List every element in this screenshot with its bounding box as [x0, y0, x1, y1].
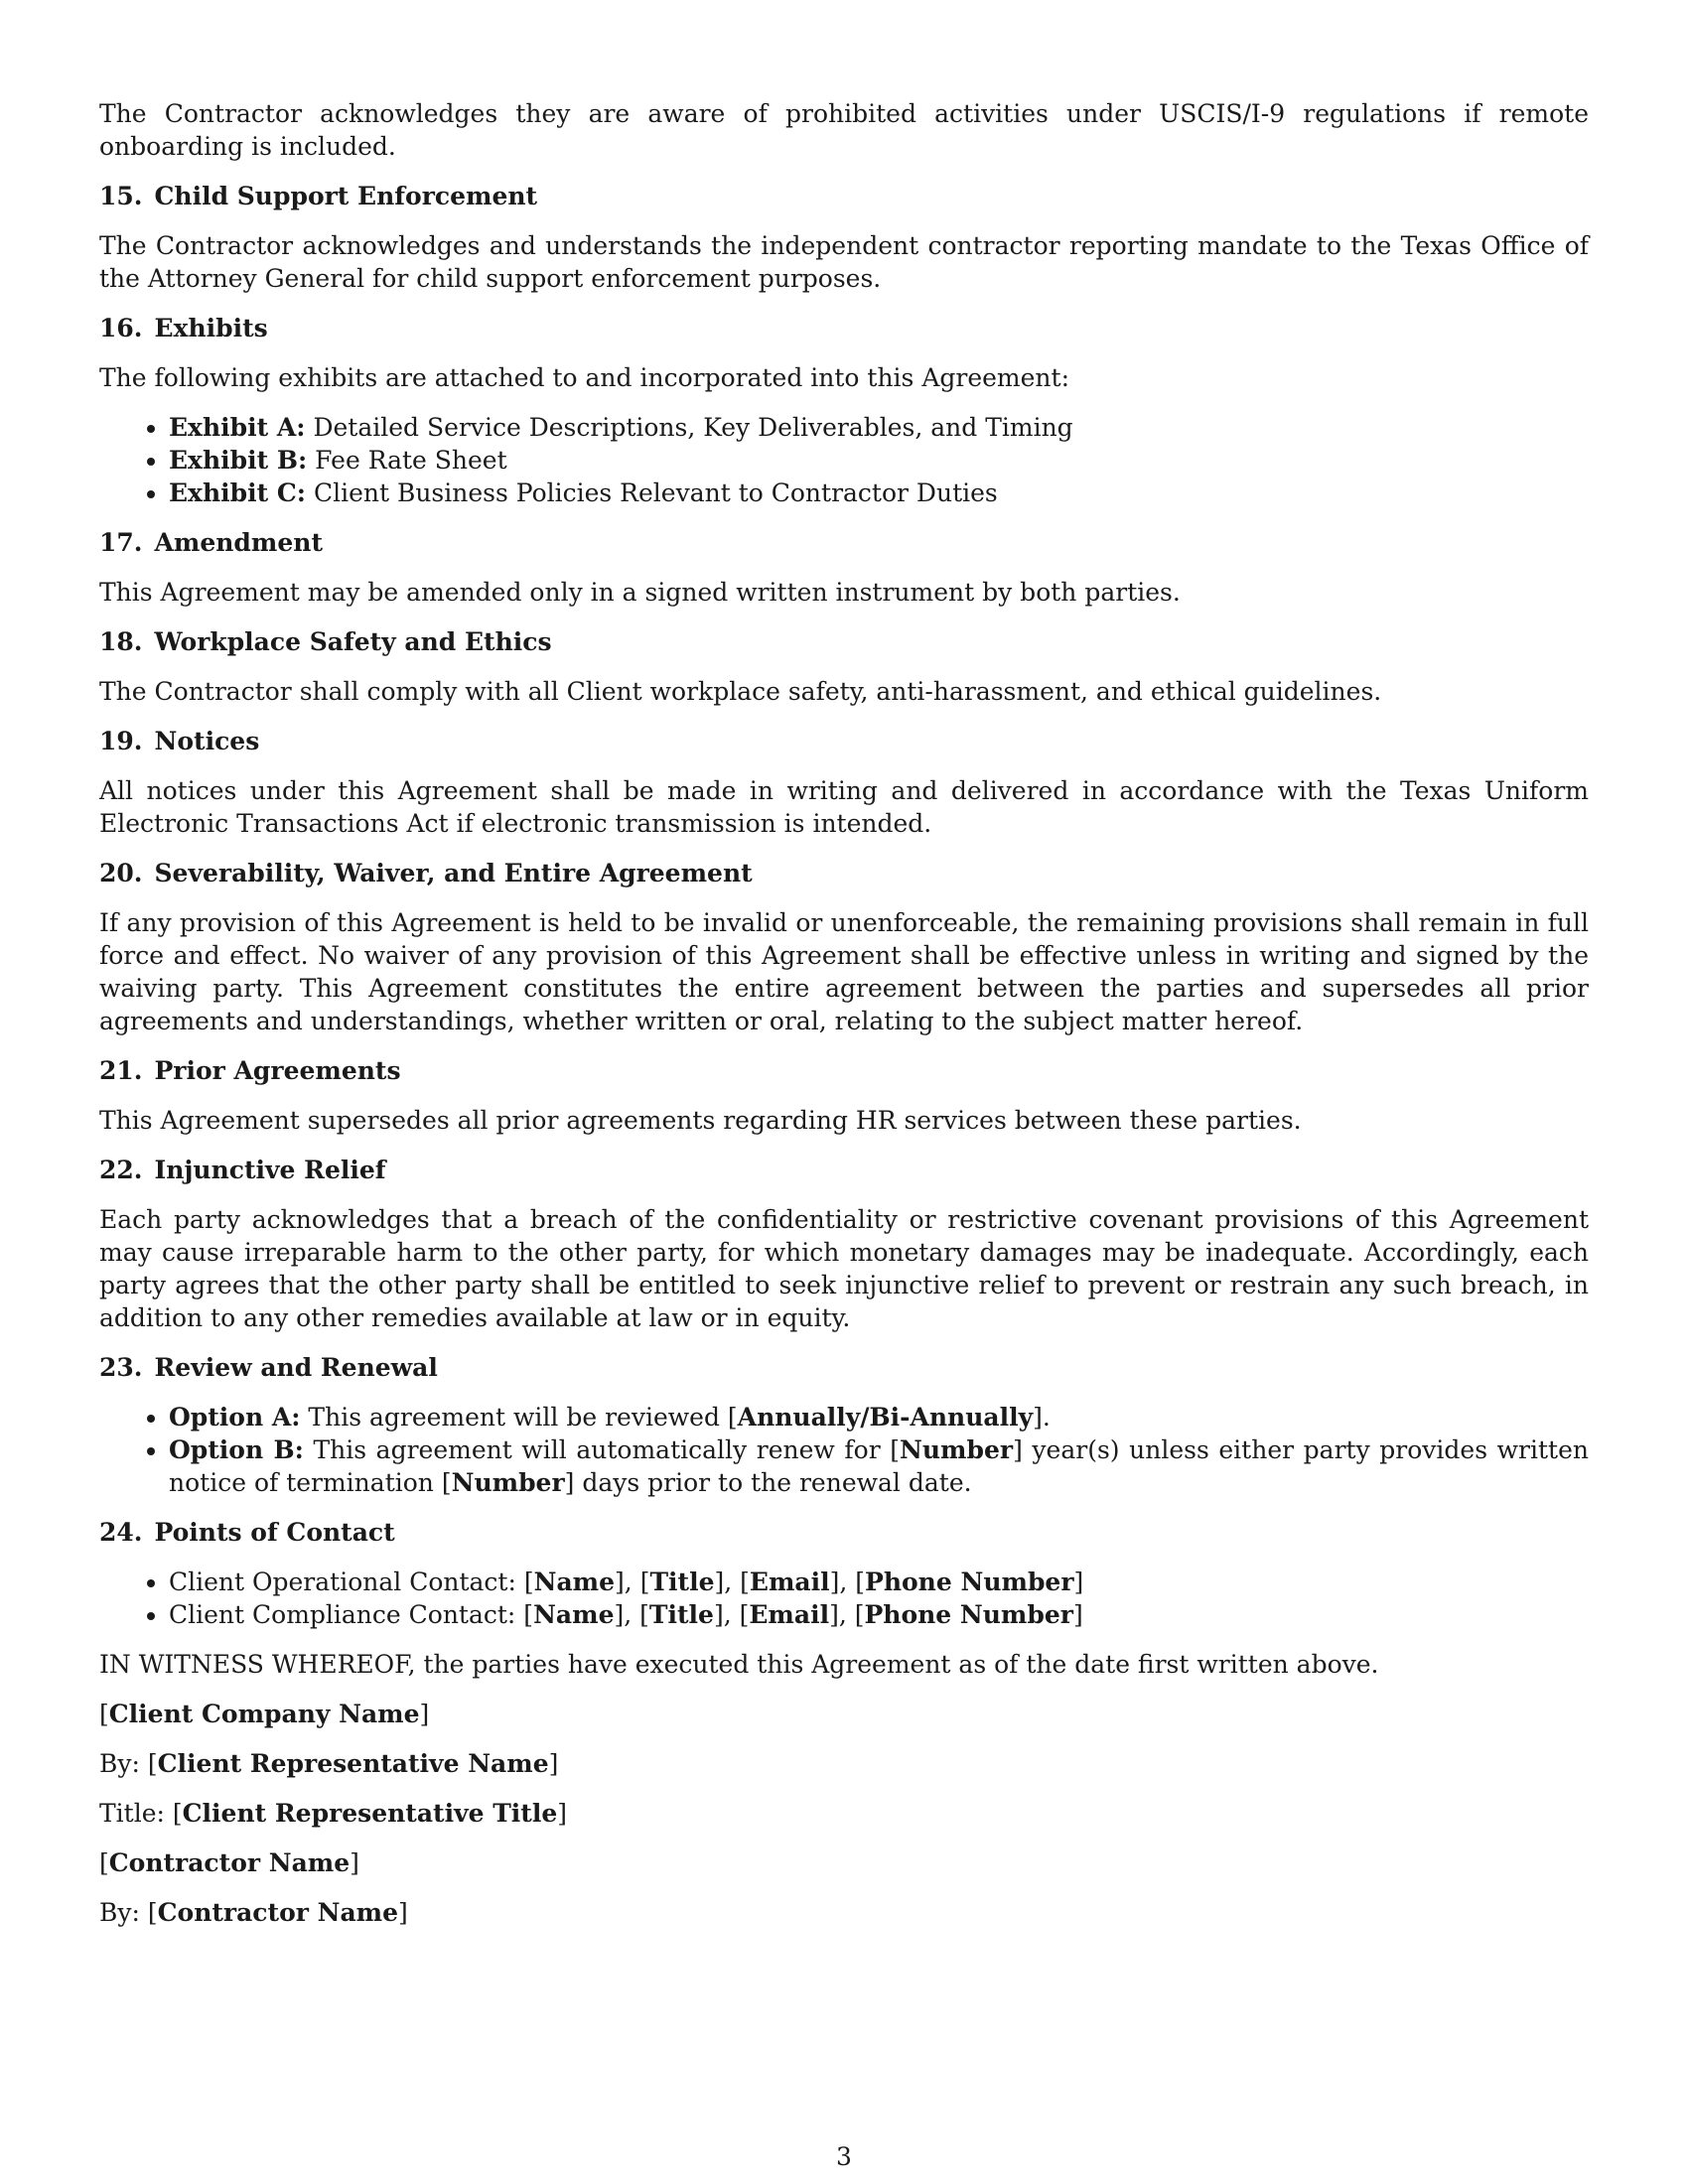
placeholder-field: Client Representative Title — [182, 1799, 558, 1828]
section-number: 16. — [99, 314, 143, 342]
placeholder-field: Contractor Name — [108, 1848, 351, 1877]
section-title: Severability, Waiver, and Entire Agreement — [154, 859, 753, 887]
section-17-body: This Agreement may be amended only in a signed written instrument by both parties. — [99, 578, 1181, 607]
section-19-body: All notices under this Agreement shall be made in writing and delivered in accordance with the Texas Uniform Electronic Transactions Act if electronic transmission is intended. — [99, 776, 1589, 838]
exhibit-list — [99, 411, 1589, 509]
placeholder-field: Phone Number — [864, 1600, 1073, 1629]
signature-contractor-name: [Contractor Name] — [99, 1848, 359, 1877]
placeholder-field: Contractor Name — [157, 1898, 399, 1927]
section-21-heading — [99, 1054, 1589, 1087]
section-number: 21. — [99, 1056, 143, 1085]
section-number: 19. — [99, 727, 143, 755]
section-number: 24. — [99, 1518, 143, 1547]
page-number: 3 — [836, 2142, 852, 2171]
placeholder-field: Annually/Bi-Annually — [737, 1403, 1034, 1432]
signature-label: By: — [99, 1898, 148, 1927]
section-22-heading — [99, 1154, 1589, 1186]
section-16-body: The following exhibits are attached to and incorporated into this Agreement: — [99, 363, 1070, 392]
list-item: • Client Compliance Contact: [Name], [Title], [Email], [Phone Number] — [169, 1598, 1589, 1631]
section-22-body: Each party acknowledges that a breach of the confidentiality or restrictive covenant provisions of this Agreement may cause irreparable harm to the other party, for which monetary damages may be inadequate. Accordingly, each party agrees that the other party shall be entitled to seek injunctive relief to prevent or restrain any such breach, in addition to any other remedies available at law or in equity. — [99, 1205, 1589, 1332]
list-item — [169, 444, 1589, 477]
section-19-heading — [99, 725, 1589, 757]
placeholder-field: Name — [533, 1568, 616, 1596]
section-21-body: This Agreement supersedes all prior agreements regarding HR services between these parties. — [99, 1106, 1302, 1135]
placeholder-field: Client Company Name — [108, 1700, 420, 1728]
section-16-heading — [99, 312, 1589, 344]
placeholder-field: Email — [749, 1568, 830, 1596]
section-number: 17. — [99, 528, 143, 557]
list-item — [169, 1433, 1589, 1499]
list-item: • Client Operational Contact: [Name], [Title], [Email], [Phone Number] — [169, 1566, 1589, 1598]
signature-client-title: Title: [Client Representative Title] — [99, 1799, 568, 1828]
placeholder-field: Number — [451, 1468, 565, 1497]
exhibit-label: Exhibit B: — [169, 446, 308, 475]
section-title: Amendment — [154, 528, 323, 557]
section-18-body: The Contractor shall comply with all Client workplace safety, anti-harassment, and ethical guidelines. — [99, 677, 1382, 706]
placeholder-field: Title — [649, 1568, 715, 1596]
witness-statement: IN WITNESS WHEREOF, the parties have executed this Agreement as of the date first written above. — [99, 1650, 1379, 1679]
option-label: Option B: — [169, 1435, 304, 1464]
list-item — [169, 477, 1589, 509]
placeholder-field: Name — [533, 1600, 615, 1629]
exhibit-label: Exhibit A: — [169, 413, 306, 442]
option-text: This agreement will be reviewed [ — [300, 1403, 738, 1432]
section-title: Review and Renewal — [154, 1353, 438, 1382]
signature-client-by: By: [Client Representative Name] — [99, 1749, 559, 1778]
document-body — [99, 97, 1589, 1946]
section-title: Injunctive Relief — [154, 1156, 386, 1184]
section-number: 23. — [99, 1353, 143, 1382]
intro-paragraph: The Contractor acknowledges they are aware of prohibited activities under USCIS/I-9 regulations if remote onboarding is included. — [99, 99, 1589, 161]
renewal-options-list — [99, 1401, 1589, 1499]
section-title: Notices — [154, 727, 260, 755]
section-18-heading — [99, 625, 1589, 658]
contact-label: Client Compliance Contact: — [169, 1600, 524, 1629]
section-title: Exhibits — [154, 314, 268, 342]
exhibit-text: Fee Rate Sheet — [307, 446, 507, 475]
placeholder-field: Email — [749, 1600, 830, 1629]
list-item — [169, 1401, 1589, 1433]
section-number: 20. — [99, 859, 143, 887]
option-text: ] days prior to the renewal date. — [564, 1468, 972, 1497]
list-item — [169, 411, 1589, 444]
signature-contractor-by: By: [Contractor Name] — [99, 1898, 408, 1927]
contact-label: Client Operational Contact: — [169, 1568, 524, 1596]
signature-label: By: — [99, 1749, 148, 1778]
section-title: Points of Contact — [154, 1518, 395, 1547]
signature-client-company: [Client Company Name] — [99, 1700, 430, 1728]
section-20-body: If any provision of this Agreement is held to be invalid or unenforceable, the remaining provisions shall remain in full force and effect. No waiver of any provision of this Agreement shall be effective unless in writing and signed by the waiving party. This Agreement constitutes the entire agreement between the parties and supersedes all prior agreements and understandings, whether written or oral, relating to the subject matter hereof. — [99, 908, 1589, 1035]
option-text: ]. — [1033, 1403, 1051, 1432]
placeholder-field: Phone Number — [865, 1568, 1074, 1596]
contacts-list — [99, 1566, 1589, 1631]
section-number: 18. — [99, 627, 143, 656]
option-text: This agreement will automatically renew for [ — [303, 1435, 901, 1464]
section-title: Prior Agreements — [154, 1056, 401, 1085]
option-label: Option A: — [169, 1403, 301, 1432]
placeholder-field: Client Representative Name — [157, 1749, 549, 1778]
section-title: Child Support Enforcement — [154, 182, 538, 210]
section-15-heading — [99, 180, 1589, 212]
placeholder-field: Title — [648, 1600, 714, 1629]
exhibit-text: Client Business Policies Relevant to Contractor Duties — [306, 478, 998, 507]
section-number: 22. — [99, 1156, 143, 1184]
section-20-heading — [99, 857, 1589, 889]
placeholder-field: Number — [900, 1435, 1014, 1464]
exhibit-text: Detailed Service Descriptions, Key Deliverables, and Timing — [305, 413, 1073, 442]
section-15-body: The Contractor acknowledges and understands the independent contractor reporting mandate to the Texas Office of the Attorney General for child support enforcement purposes. — [99, 231, 1589, 293]
exhibit-label: Exhibit C: — [169, 478, 306, 507]
section-23-heading — [99, 1351, 1589, 1384]
section-title: Workplace Safety and Ethics — [154, 627, 552, 656]
signature-label: Title: — [99, 1799, 173, 1828]
section-17-heading — [99, 526, 1589, 559]
section-24-heading — [99, 1516, 1589, 1549]
option-text: ] year(s) unless either party provides written notice of termination [ — [169, 1435, 1589, 1497]
section-number: 15. — [99, 182, 143, 210]
